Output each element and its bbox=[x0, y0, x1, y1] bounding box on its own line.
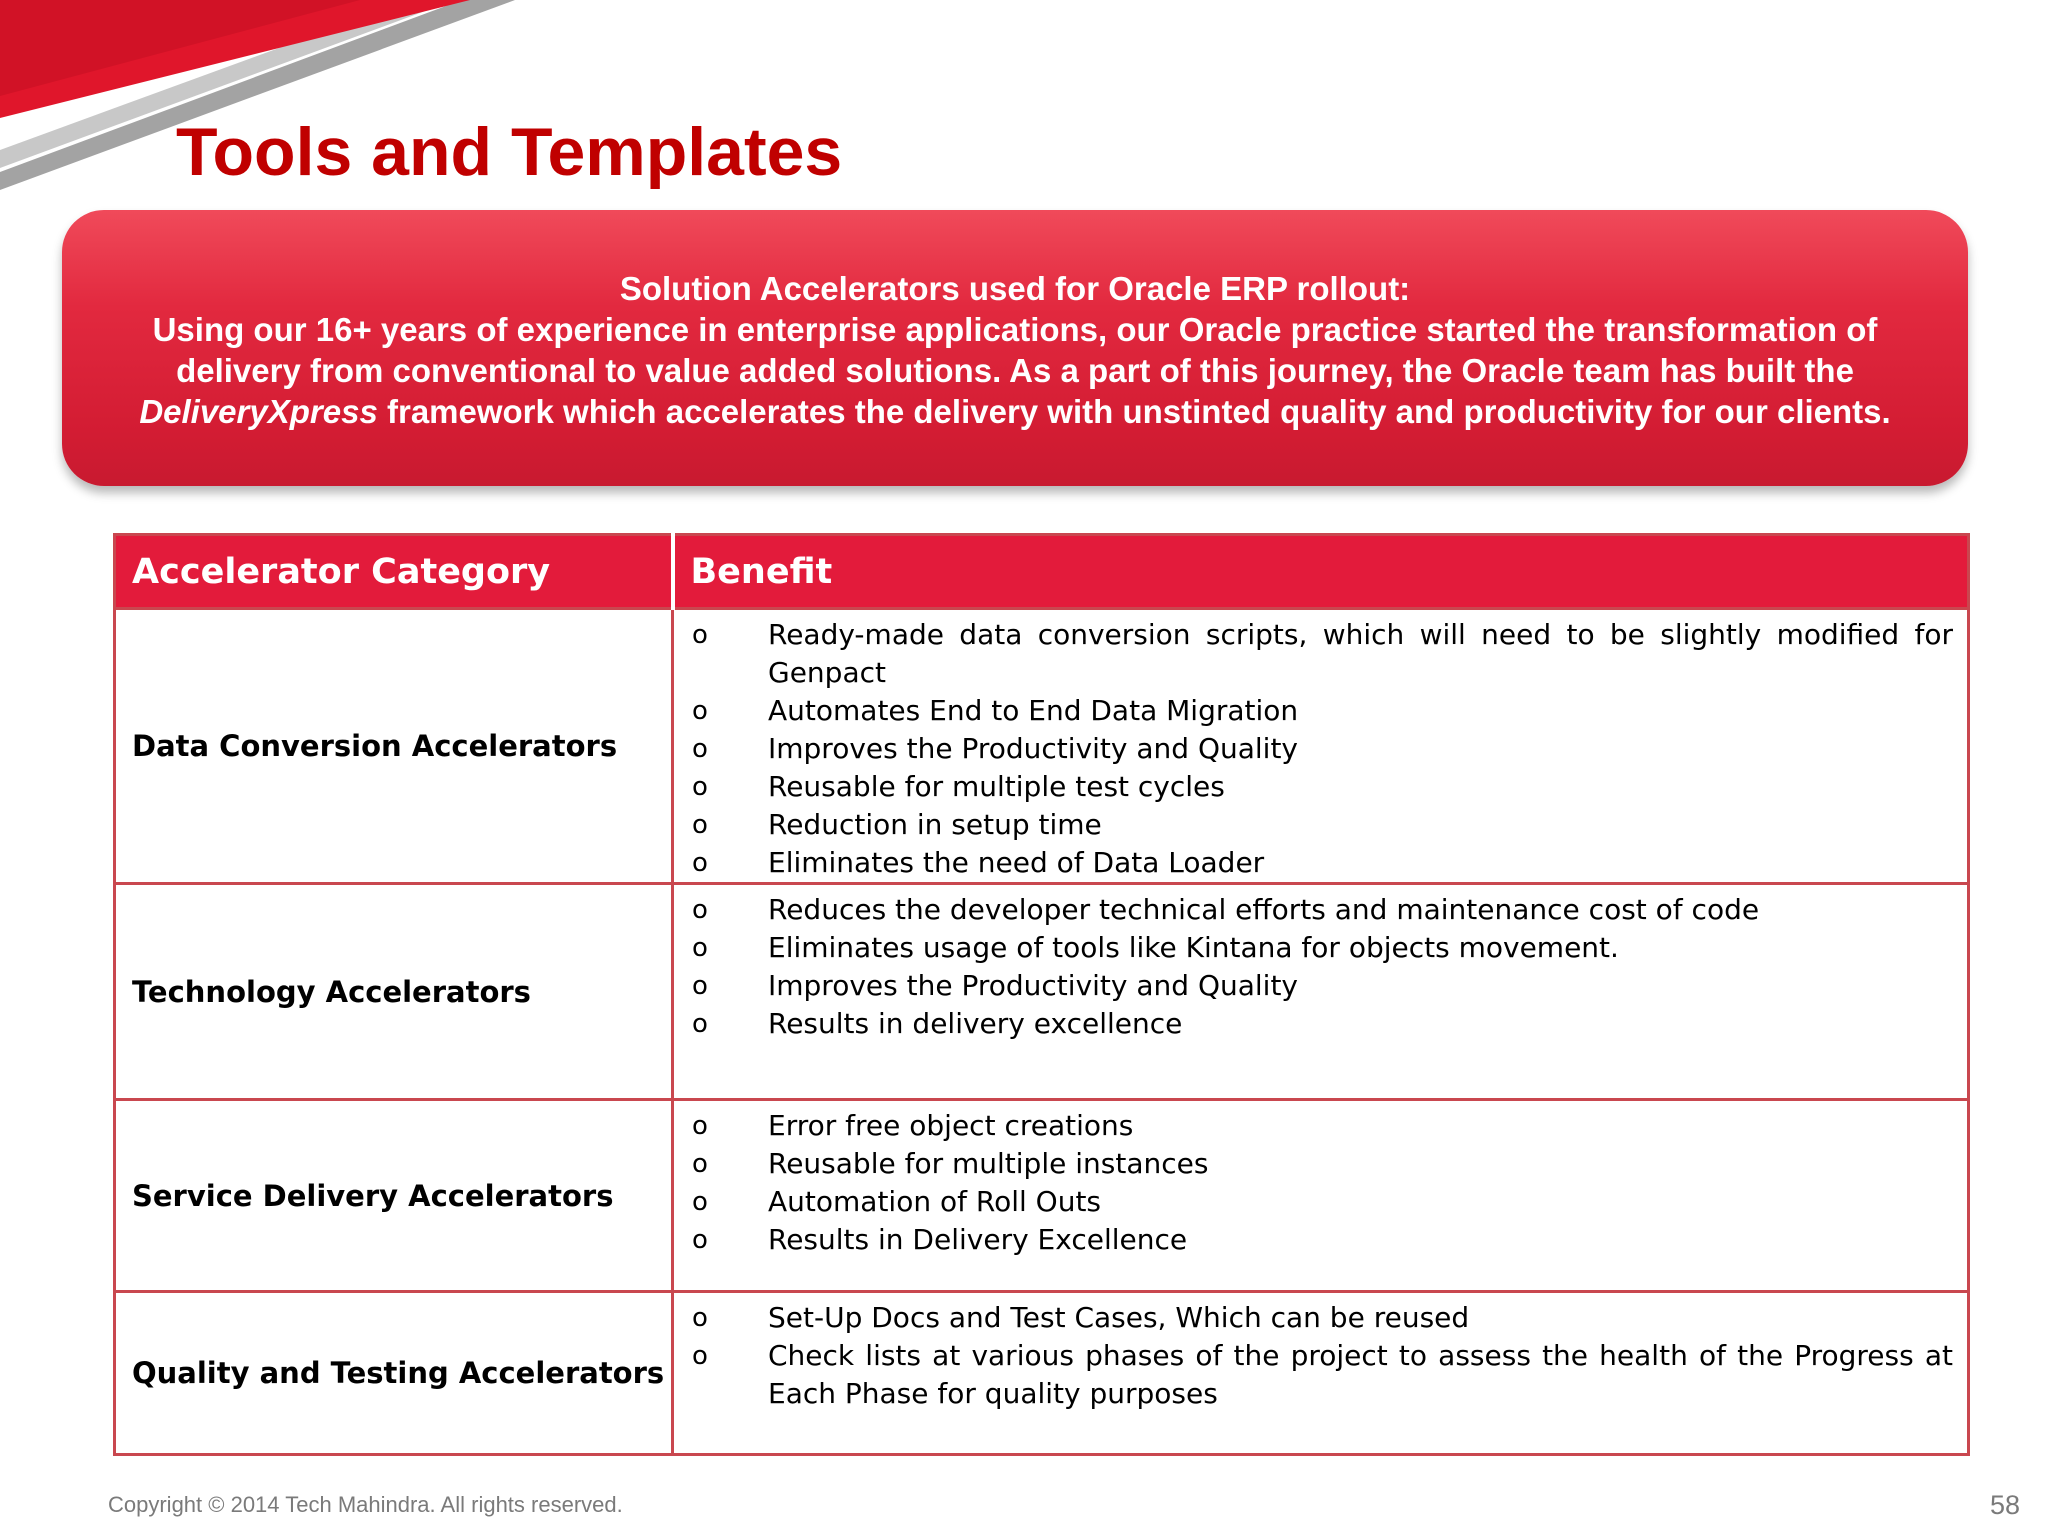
bullet-icon: o bbox=[692, 1225, 708, 1255]
benefit-item: o Reusable for multiple test cycles bbox=[690, 768, 1953, 806]
benefit-item: o Set-Up Docs and Test Cases, Which can be reused bbox=[690, 1299, 1953, 1337]
bullet-icon: o bbox=[692, 1149, 708, 1179]
header-benefit: Benefit bbox=[673, 535, 1969, 609]
category-cell: Technology Accelerators bbox=[115, 884, 673, 1100]
table-row bbox=[115, 1100, 1969, 1292]
bullet-icon: o bbox=[692, 1111, 708, 1141]
intro-line-3 bbox=[62, 391, 1968, 432]
benefit-item: o Results in delivery excellence bbox=[690, 1005, 1953, 1043]
intro-line-2: delivery from conventional to value added solutions. As a part of this journey, the Oracle team has built the bbox=[176, 352, 1854, 389]
intro-line-3-rest: framework which accelerates the delivery with unstinted quality and productivity for our clients. bbox=[377, 393, 1891, 430]
bullet-icon: o bbox=[692, 1187, 708, 1217]
table-row bbox=[115, 1292, 1969, 1455]
benefit-item: o Improves the Productivity and Quality bbox=[690, 967, 1953, 1005]
bullet-icon: o bbox=[692, 971, 708, 1001]
bullet-icon: o bbox=[692, 1341, 708, 1371]
table-row bbox=[115, 609, 1969, 884]
bullet-icon: o bbox=[692, 620, 708, 650]
page-number: 58 bbox=[1989, 1490, 2020, 1520]
category-cell: Service Delivery Accelerators bbox=[115, 1100, 673, 1292]
table-header-row bbox=[115, 535, 1969, 609]
benefit-item: o Reduction in setup time bbox=[690, 806, 1953, 844]
benefit-item: o Error free object creations bbox=[690, 1107, 1953, 1145]
benefit-item: o Improves the Productivity and Quality bbox=[690, 730, 1953, 768]
bullet-icon: o bbox=[692, 895, 708, 925]
benefit-cell bbox=[673, 1100, 1969, 1292]
table-row bbox=[115, 884, 1969, 1100]
header-accelerator-category: Accelerator Category bbox=[115, 535, 673, 609]
benefit-cell bbox=[673, 1292, 1969, 1455]
bullet-icon: o bbox=[692, 772, 708, 802]
bullet-icon: o bbox=[692, 696, 708, 726]
bullet-icon: o bbox=[692, 1303, 708, 1333]
category-cell: Data Conversion Accelerators bbox=[115, 609, 673, 884]
benefit-item: o Ready-made data conversion scripts, which will need to be slightly modified for Genpact bbox=[690, 616, 1953, 692]
bullet-icon: o bbox=[692, 810, 708, 840]
page-title: Tools and Templates bbox=[176, 114, 843, 190]
benefit-item: o Reusable for multiple instances bbox=[690, 1145, 1953, 1183]
intro-heading: Solution Accelerators used for Oracle ERP rollout: bbox=[619, 270, 1411, 307]
deliveryxpress-name: DeliveryXpress bbox=[139, 393, 378, 430]
benefit-item: o Automation of Roll Outs bbox=[690, 1183, 1953, 1221]
benefit-item: o Eliminates the need of Data Loader bbox=[690, 844, 1953, 882]
benefit-item: o Check lists at various phases of the project to assess the health of the Progress at Each Phase for quality purposes bbox=[690, 1337, 1953, 1413]
category-cell: Quality and Testing Accelerators bbox=[115, 1292, 673, 1455]
accelerator-table bbox=[113, 533, 1970, 1456]
intro-banner bbox=[62, 210, 1968, 486]
benefit-item: o Automates End to End Data Migration bbox=[690, 692, 1953, 730]
bullet-icon: o bbox=[692, 848, 708, 878]
benefit-item: o Reduces the developer technical efforts and maintenance cost of code bbox=[690, 891, 1953, 929]
bullet-icon: o bbox=[692, 933, 708, 963]
bullet-icon: o bbox=[692, 1009, 708, 1039]
benefit-item: o Eliminates usage of tools like Kintana for objects movement. bbox=[690, 929, 1953, 967]
benefit-cell bbox=[673, 609, 1969, 884]
copyright-footer: Copyright © 2014 Tech Mahindra. All rights reserved. bbox=[108, 1492, 623, 1517]
benefit-cell bbox=[673, 884, 1969, 1100]
bullet-icon: o bbox=[692, 734, 708, 764]
benefit-item: o Results in Delivery Excellence bbox=[690, 1221, 1953, 1259]
intro-line-1: Using our 16+ years of experience in enterprise applications, our Oracle practice started the transformation of bbox=[152, 311, 1878, 348]
